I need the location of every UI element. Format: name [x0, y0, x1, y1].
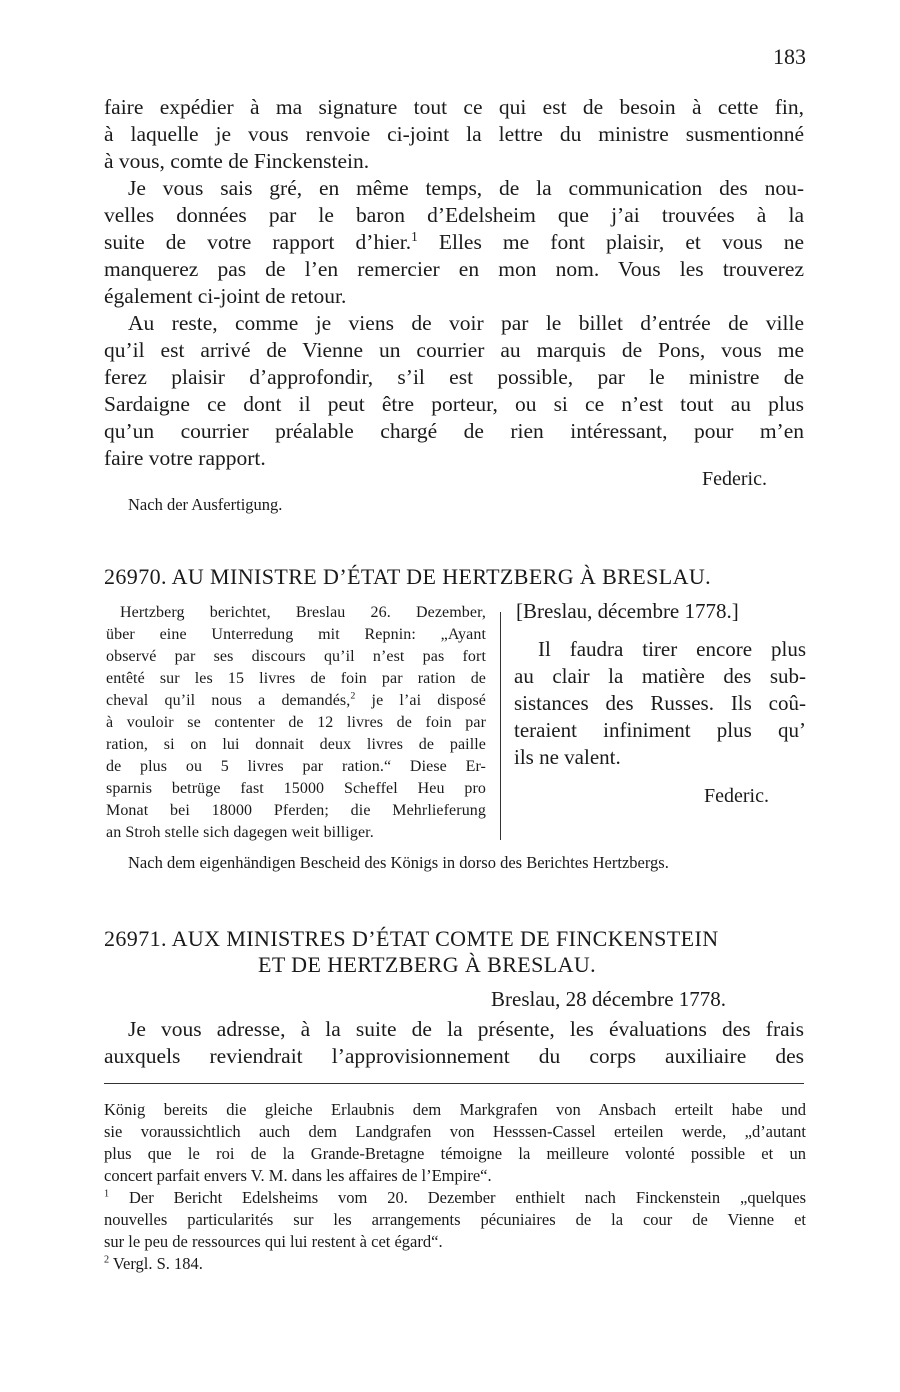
footnote-line: nouvelles particularités sur les arrangements pécuniaires de la cour de Vienne et — [104, 1210, 806, 1229]
page-number: 183 — [773, 44, 806, 69]
text-segment: Der Bericht Edelsheims vom 20. Dezember enthielt nach Finckenstein „quelques — [109, 1188, 806, 1207]
text-line: auxquels reviendrait l’approvisionnement du corps auxiliaire des — [104, 1044, 804, 1068]
letter-date: Breslau, 28 décembre 1778. — [491, 987, 727, 1011]
footnote-line — [104, 1253, 806, 1275]
decree-text — [514, 636, 806, 771]
summary-line — [106, 690, 486, 712]
text-line: Je vous adresse, à la suite de la présente, les évaluations des frais — [128, 1017, 804, 1041]
summary-line: Monat bei 18000 Pferden; die Mehrlieferung — [106, 802, 486, 819]
summary-line: über eine Unterredung mit Repnin: „Ayant — [106, 626, 486, 643]
summary-line: à vouloir se contenter de 12 livres de foin par — [106, 714, 486, 731]
summary-line: de plus ou 5 livres par ration.“ Diese Er- — [106, 758, 486, 775]
footnote-line: concert parfait envers V. M. dans les affaires de l’Empire“. — [104, 1166, 492, 1185]
summary-line: observé par ses discours qu’il n’est pas fort — [106, 648, 486, 665]
footnote-marker: 1 — [104, 1188, 110, 1200]
text-line: ils ne valent. — [514, 745, 621, 769]
column-divider — [500, 612, 501, 840]
footnote-ref[interactable]: 2 — [350, 690, 356, 702]
text-segment: cheval qu’il nous a demandés, — [106, 692, 351, 709]
footnote-line: König bereits die gleiche Erlaubnis dem Markgrafen von Ansbach erteilt habe und — [104, 1100, 806, 1119]
text-line: à laquelle je vous renvoie ci-joint la lettre du ministre susmentionné — [104, 122, 804, 146]
text-line: qu’il est arrivé de Vienne un courrier au marquis de Pons, vous me — [104, 338, 804, 362]
text-line: Au reste, comme je viens de voir par le billet d’entrée de ville — [128, 311, 804, 335]
document-heading: 26971. AUX MINISTRES D’ÉTAT COMTE DE FINCKENSTEIN — [104, 926, 719, 951]
text-line: au clair la matière des sub- — [514, 664, 806, 688]
text-line: Je vous sais gré, en même temps, de la communication des nou- — [128, 176, 804, 200]
letter-end-text — [104, 94, 804, 472]
text-line: teraient infiniment plus qu’ — [514, 718, 806, 742]
text-line: faire expédier à ma signature tout ce qui est de besoin à cette fin, — [104, 95, 804, 119]
text-segment: Elles me font plaisir, et vous ne — [417, 230, 804, 254]
report-summary — [106, 602, 486, 844]
footnote-line: sur le peu de ressources qui lui restent à cet égard“. — [104, 1232, 443, 1251]
text-line: faire votre rapport. — [104, 446, 266, 470]
signature: Federic. — [702, 468, 767, 490]
footnote-ref[interactable]: 1 — [411, 228, 418, 244]
text-line: sistances des Russes. Ils coû- — [514, 691, 806, 715]
document-heading: 26970. AU MINISTRE D’ÉTAT DE HERTZBERG À BRESLAU. — [104, 564, 712, 589]
text-line — [104, 229, 804, 256]
text-line: manquerez pas de l’en remercier en mon nom. Vous les trouverez — [104, 257, 804, 281]
summary-line: entêté sur les 15 livres de foin par ration de — [106, 670, 486, 687]
summary-line: sparnis betrüge fast 15000 Scheffel Heu pro — [106, 780, 486, 797]
text-line: qu’un courrier préalable chargé de rien intéressant, pour m’en — [104, 419, 804, 443]
summary-line: an Stroh stelle sich dagegen weit billiger. — [106, 824, 374, 841]
footnotes — [104, 1099, 806, 1275]
text-segment: je l’ai disposé — [355, 692, 486, 709]
letter-text — [104, 1016, 804, 1070]
text-line: ferez plaisir d’approfondir, s’il est possible, par le ministre de — [104, 365, 804, 389]
source-note: Nach der Ausfertigung. — [128, 495, 283, 514]
summary-line: Hertzberg berichtet, Breslau 26. Dezember, — [120, 604, 486, 621]
footnote-marker: 2 — [104, 1254, 110, 1266]
footnote-line: sie voraussichtlich auch dem Landgrafen von Hesssen-Cassel erteilen werde, „d’autant — [104, 1122, 806, 1141]
text-segment: suite de votre rapport d’hier. — [104, 230, 412, 254]
text-line: à vous, comte de Finckenstein. — [104, 149, 370, 173]
summary-line: ration, si on lui donnait deux livres de paille — [106, 736, 486, 753]
footnote-line: plus que le roi de la Grande-Bretagne témoigne la meilleure volonté possible et un — [104, 1144, 806, 1163]
footnote-line — [104, 1187, 806, 1209]
text-line: également ci-joint de retour. — [104, 284, 347, 308]
footnote-separator — [104, 1083, 804, 1084]
text-segment: Vergl. S. 184. — [109, 1254, 203, 1273]
text-line: velles données par le baron d’Edelsheim que j’ai trouvées à la — [104, 203, 804, 227]
text-line: Sardaigne ce dont il peut être porteur, ou si ce n’est tout au plus — [104, 392, 804, 416]
text-line: Il faudra tirer encore plus — [538, 637, 806, 661]
decree-date: [Breslau, décembre 1778.] — [516, 599, 739, 623]
source-note: Nach dem eigenhändigen Bescheid des Königs in dorso des Berichtes Hertzbergs. — [128, 853, 669, 872]
document-heading-continued: ET DE HERTZBERG À BRESLAU. — [258, 952, 597, 977]
signature: Federic. — [704, 785, 769, 807]
